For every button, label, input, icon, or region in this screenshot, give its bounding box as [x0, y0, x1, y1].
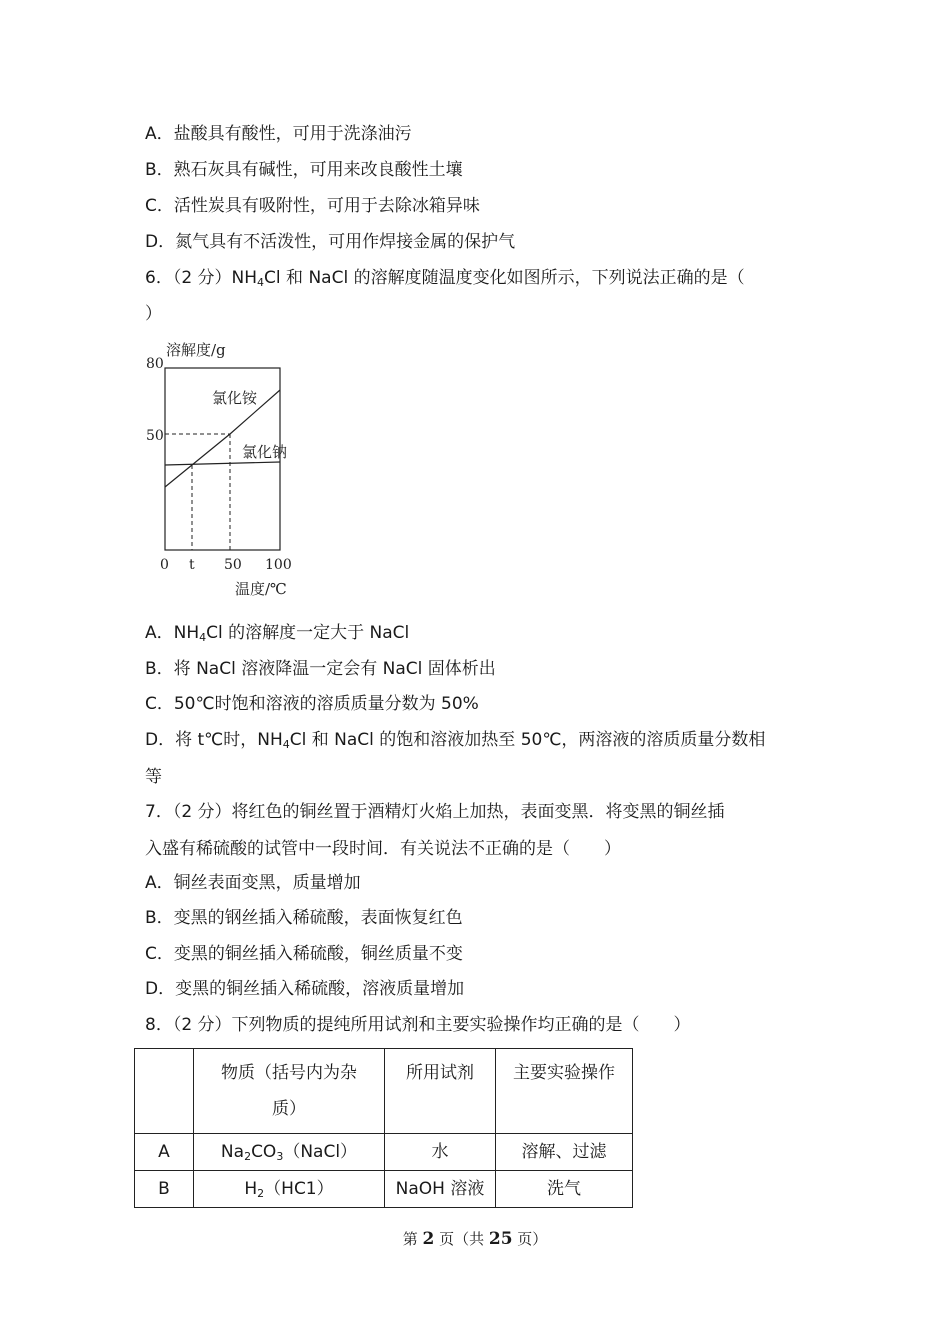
chart-series-sodium-chloride [165, 462, 280, 465]
chart-ytick-50: 50 [146, 428, 164, 444]
chart-series-label-sodium-chloride: 氯化钠 [242, 443, 288, 461]
table-header-cell-empty [135, 1049, 194, 1134]
table-header-substance-text: 物质（括号内为杂质） [221, 1063, 357, 1119]
q5-option-c: C．活性炭具有吸附性，可用于去除冰箱异味 [145, 196, 480, 216]
footer-post: 页） [512, 1230, 548, 1248]
formula-subscript: 3 [276, 1150, 284, 1163]
q5-option-a: A．盐酸具有酸性，可用于洗涤油污 [145, 124, 412, 144]
chart-xtick-t: t [189, 557, 195, 573]
chart-series-label-ammonium-chloride: 氯化铵 [212, 389, 258, 407]
table-cell-operation: 溶解、过滤 [496, 1134, 633, 1171]
q6-stem-end: ） [145, 304, 162, 324]
footer-total-pages: 25 [488, 1229, 513, 1249]
table-cell-substance [194, 1171, 385, 1208]
q7-option-c: C．变黑的铜丝插入稀硫酸，铜丝质量不变 [145, 944, 463, 964]
formula-part: H [244, 1179, 258, 1199]
q6-option-b: B．将 NaCl 溶液降温一定会有 NaCl 固体析出 [145, 659, 496, 679]
q6-option-d-pre: D．将 t℃时，NH [145, 730, 283, 750]
table-cell-substance [194, 1134, 385, 1171]
q6-stem-pre: 6．（2 分）NH [145, 268, 258, 288]
formula-impurity: （HC1） [264, 1179, 334, 1199]
q7-option-d: D．变黑的铜丝插入稀硫酸，溶液质量增加 [145, 979, 465, 999]
chart-ytick-80: 80 [146, 356, 164, 372]
table-cell-reagent: NaOH 溶液 [385, 1171, 496, 1208]
formula-part: Na [220, 1142, 245, 1162]
q6-option-a-sub: 4 [199, 631, 207, 644]
q6-option-d-end: 等 [145, 767, 162, 787]
q7-option-a: A．铜丝表面变黑，质量增加 [145, 873, 361, 893]
table-cell-label: B [135, 1171, 194, 1208]
q8-table [134, 1048, 633, 1208]
table-cell-label: A [135, 1134, 194, 1171]
footer-mid: 页（共 [434, 1230, 489, 1248]
table-header-operation: 主要实验操作 [496, 1049, 633, 1134]
formula-subscript: 2 [257, 1187, 265, 1200]
chart-xtick-100: 100 [265, 557, 292, 573]
q8-stem: 8．（2 分）下列物质的提纯所用试剂和主要实验操作均正确的是（ ） [145, 1015, 691, 1035]
table-header-reagent: 所用试剂 [385, 1049, 496, 1134]
chart-xtick-0: 0 [160, 557, 169, 573]
q6-option-a [145, 621, 409, 645]
q7-stem-line1: 7．（2 分）将红色的铜丝置于酒精灯火焰上加热，表面变黑．将变黑的铜丝插 [145, 802, 725, 822]
solubility-chart [140, 335, 320, 600]
q6-option-a-post: Cl 的溶解度一定大于 NaCl [206, 623, 410, 643]
footer-pre: 第 [402, 1230, 423, 1248]
q6-option-d-sub: 4 [282, 738, 290, 751]
table-cell-reagent: 水 [385, 1134, 496, 1171]
chart-xtick-50: 50 [224, 557, 242, 573]
q6-stem-post: Cl 和 NaCl 的溶解度随温度变化如图所示，下列说法正确的是（ [264, 268, 745, 288]
q5-option-d: D．氮气具有不活泼性，可用作焊接金属的保护气 [145, 232, 516, 252]
table-row [135, 1171, 633, 1208]
q5-option-b: B．熟石灰具有碱性，可用来改良酸性土壤 [145, 160, 463, 180]
q6-stem [145, 266, 745, 290]
q6-option-c: C．50℃时饱和溶液的溶质质量分数为 50% [145, 694, 479, 714]
footer-page-number: 2 [422, 1229, 435, 1249]
q6-option-d-post: Cl 和 NaCl 的饱和溶液加热至 50℃，两溶液的溶质质量分数相 [289, 730, 766, 750]
q6-option-a-pre: A．NH [145, 623, 200, 643]
q7-stem-line2: 入盛有稀硫酸的试管中一段时间．有关说法不正确的是（ ） [145, 839, 621, 859]
formula-part: CO [251, 1142, 277, 1162]
table-header-substance [194, 1049, 385, 1134]
q7-option-b: B．变黑的钢丝插入稀硫酸，表面恢复红色 [145, 908, 463, 928]
formula-impurity: （NaCl） [283, 1142, 358, 1162]
q6-stem-sub: 4 [257, 276, 265, 289]
chart-ylabel: 溶解度/g [166, 341, 226, 359]
table-row [135, 1134, 633, 1171]
chart-xlabel: 温度/℃ [235, 580, 287, 598]
q6-option-d [145, 728, 765, 752]
page-footer [0, 1228, 950, 1249]
table-cell-operation: 洗气 [496, 1171, 633, 1208]
formula-subscript: 2 [244, 1150, 252, 1163]
table-header-row [135, 1049, 633, 1134]
